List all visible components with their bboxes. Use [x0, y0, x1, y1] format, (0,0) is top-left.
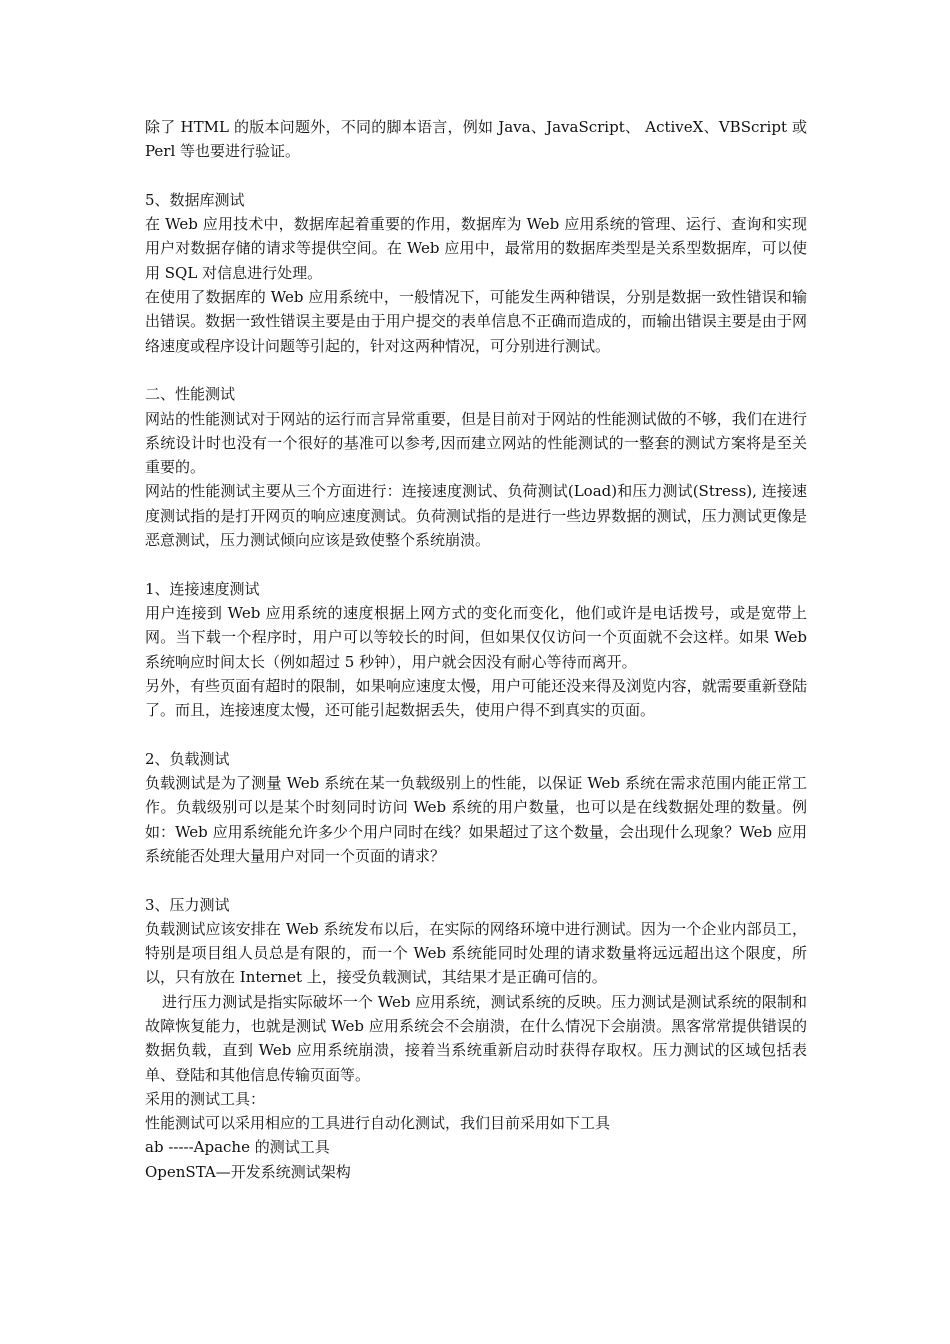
stress-test-paragraph-2: 进行压力测试是指实际破坏一个 Web 应用系统，测试系统的反映。压力测试是测试系统的限制和故障恢复能力，也就是测试 Web 应用系统会不会崩溃，在什么情况下会崩溃。黑客常常提供错误的数据负载，直到 Web 应用系统崩溃，接着当系统重新启动时获得存取权。压力测试的区域包括表单、登陆和其他信息传输页面等。 — [145, 992, 807, 1084]
intro-paragraph: 除了 HTML 的版本问题外，不同的脚本语言，例如 Java、JavaScript、 ActiveX、VBScript 或 Perl 等也要进行验证。 — [145, 118, 807, 161]
connection-speed-paragraph-2: 另外，有些页面有超时的限制，如果响应速度太慢，用户可能还没来得及浏览内容，就需要重新登陆了。而且，连接速度太慢，还可能引起数据丢失，使用户得不到真实的页面。 — [145, 676, 807, 720]
section-heading-performance-test: 二、性能测试 — [145, 385, 236, 404]
spacer — [145, 358, 807, 382]
performance-test-paragraph-1: 网站的性能测试对于网站的运行而言异常重要，但是目前对于网站的性能测试做的不够，我们在进行系统设计时也没有一个很好的基准可以参考,因而建立网站的性能测试的一整套的测试方案将是至关重要的。 — [145, 409, 807, 477]
spacer — [145, 164, 807, 188]
tool-item-ab: ab -----Apache 的测试工具 — [145, 1138, 330, 1157]
tools-intro: 性能测试可以采用相应的工具进行自动化测试，我们目前采用如下工具 — [145, 1114, 611, 1133]
connection-speed-paragraph-1: 用户连接到 Web 应用系统的速度根据上网方式的变化而变化，他们或许是电话拨号，或是宽带上网。当下载一个程序时，用户可以等较长的时间，但如果仅仅访问一个页面就不会这样。如果 Web 系统响应时间太长（例如超过 5 秒钟），用户就会因没有耐心等待而离开。 — [145, 603, 807, 671]
section-heading-connection-speed: 1、连接速度测试 — [145, 579, 260, 598]
tools-label: 采用的测试工具： — [145, 1089, 266, 1108]
spacer — [145, 868, 807, 892]
section-heading-load-test: 2、负载测试 — [145, 749, 230, 768]
tool-item-opensta: OpenSTA—开发系统测试架构 — [145, 1162, 351, 1181]
database-test-paragraph-2: 在使用了数据库的 Web 应用系统中，一般情况下，可能发生两种错误，分别是数据一致性错误和输出错误。数据一致性错误主要是由于用户提交的表单信息不正确而造成的，而输出错误主要是由于网络速度或程序设计问题等引起的，针对这两种情况，可分别进行测试。 — [145, 288, 807, 355]
load-test-paragraph-1: 负载测试是为了测量 Web 系统在某一负载级别上的性能，以保证 Web 系统在需求范围内能正常工作。负载级别可以是某个时刻同时访问 Web 系统的用户数量，也可以是在线数据处理的数量。例如：Web 应用系统能允许多少个用户同时在线？如果超过了这个数量，会出现什么现象？Web 应用系统能否处理大量用户对同一个页面的请求？ — [145, 774, 807, 865]
database-test-paragraph-1: 在 Web 应用技术中，数据库起着重要的作用，数据库为 Web 应用系统的管理、运行、查询和实现用户对数据存储的请求等提供空间。在 Web 应用中，最常用的数据库类型是关系型数据库，可以使用 SQL 对信息进行处理。 — [145, 215, 807, 282]
performance-test-paragraph-2: 网站的性能测试主要从三个方面进行：连接速度测试、负荷测试(Load)和压力测试(Stress), 连接速度测试指的是打开网页的响应速度测试。负荷测试指的是进行一些边界数据的测试，压力测试更像是恶意测试，压力测试倾向应该是致使整个系统崩溃。 — [145, 482, 807, 550]
spacer — [145, 552, 807, 576]
document-body — [145, 115, 807, 1184]
section-heading-database-test: 5、数据库测试 — [145, 190, 245, 209]
stress-test-paragraph-1: 负载测试应该安排在 Web 系统发布以后，在实际的网络环境中进行测试。因为一个企业内部员工，特别是项目组人员总是有限的，而一个 Web 系统能同时处理的请求数量将远远超出这个限度，所以，只有放在 Internet 上，接受负载测试，其结果才是正确可信的。 — [145, 919, 807, 987]
section-heading-stress-test: 3、压力测试 — [145, 895, 230, 914]
spacer — [145, 722, 807, 746]
